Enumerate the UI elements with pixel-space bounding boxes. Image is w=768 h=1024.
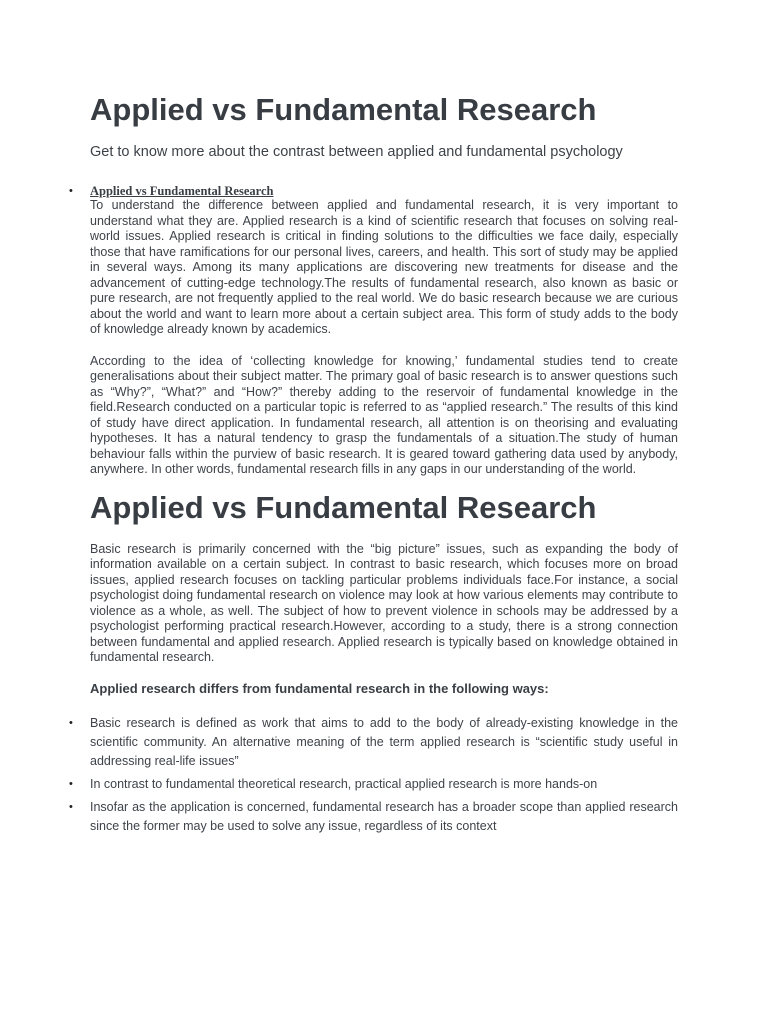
intro-section [69, 184, 678, 478]
list-item-text: Basic research is defined as work that aims to add to the body of already-existing knowledge in the scientific community. An alternative meaning of the term applied research is “scientific study useful in addressing real-life issues” [90, 715, 678, 768]
differences-list [69, 714, 678, 836]
list-item [69, 714, 678, 771]
bullet-icon: • [69, 777, 73, 790]
section-heading: Applied vs Fundamental Research [90, 489, 597, 525]
list-item [69, 798, 678, 836]
article [69, 86, 678, 836]
differences-heading: Applied research differs from fundamental research in the following ways: [90, 680, 549, 696]
page-subtitle: Get to know more about the contrast between applied and fundamental psychology [90, 144, 623, 160]
section-paragraph: Basic research is primarily concerned with the “big picture” issues, such as expanding the body of information available on a certain subject. In contrast to basic research, which focuses more on broad issues, applied research focuses on tackling particular problems individuals face.For instance, a social psychologist doing fundamental research on violence may look at how various elements may contribute to violence as a whole, as well. The subject of how to prevent violence in schools may be addressed by a psychologist performing practical research.However, according to a study, there is a strong connection between fundamental and applied research. Applied research is typically based on knowledge obtained in fundamental research. [90, 541, 678, 664]
list-item [69, 775, 678, 794]
bullet-icon: • [69, 800, 73, 813]
bullet-icon: • [69, 716, 73, 729]
page-title: Applied vs Fundamental Research [90, 92, 597, 127]
intro-paragraph-1: To understand the difference between applied and fundamental research, it is very important to understand what they are. Applied research is a kind of scientific research that focuses on solving real-world issues. Applied research is critical in finding solutions to the difficulties we face daily, especially those that have ramifications for our personal lives, careers, and health. This sort of study may be applied in several ways. Among its many applications are discovering new treatments for disease and the advancement of cutting-edge technology.The results of fundamental research, also known as basic or pure research, are not frequently applied to the real world. We do basic research because we are curious about the world and want to learn more about a certain subject area. This form of study adds to the body of knowledge already known by academics. [90, 198, 678, 336]
intro-paragraph-2: According to the idea of ‘collecting knowledge for knowing,’ fundamental studies tend to create generalisations about their subject matter. The primary goal of basic research is to answer questions such as “Why?”, “What?” and “How?” thereby adding to the reservoir of fundamental knowledge in the field.Research conducted on a particular topic is referred to as “applied research.” The results of this kind of study have direct application. In fundamental research, all attention is on theorising and evaluating hypotheses. It has a natural tendency to grasp the fundamentals of a situation.The study of human behaviour falls within the purview of basic research. It is geared toward gathering data used by anybody, anywhere. In other words, fundamental research fills in any gaps in our understanding of the world. [90, 353, 678, 476]
section-link[interactable]: Applied vs Fundamental Research [90, 184, 274, 198]
list-item-text: In contrast to fundamental theoretical research, practical applied research is more hands-on [90, 776, 598, 791]
list-item-text: Insofar as the application is concerned, fundamental research has a broader scope than applied research since the former may be used to solve any issue, regardless of its context [90, 799, 678, 833]
bullet-icon: • [69, 185, 73, 197]
